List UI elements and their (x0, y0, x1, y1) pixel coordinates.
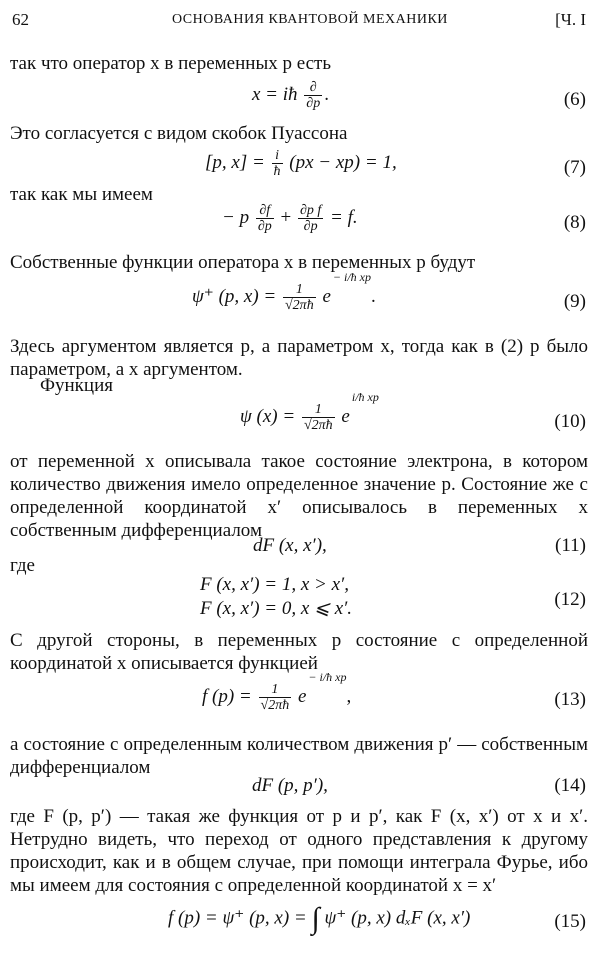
equation-number-7: (7) (563, 157, 586, 178)
running-title: ОСНОВАНИЯ КВАНТОВОЙ МЕХАНИКИ (172, 12, 448, 27)
paragraph-4: Собственные функции оператора x в переменных p будут (10, 252, 476, 273)
fraction: $\frac{\text{∂p f}}{\partial p}$ (299, 203, 322, 234)
paragraph-10: а состояние с определенным количеством движения p′ — собственным дифференциалом (10, 734, 588, 778)
integral-sign: ∫ (311, 902, 320, 935)
equation-number-12: (12) (554, 589, 586, 610)
page-header (12, 10, 586, 36)
equation-number-10: (10) (554, 411, 586, 432)
paragraph-7: от переменной x описывала такое состояние электрона, в котором количество движения имело определенное значение p. Состояние же с определенной координатой x′ описывалось в переменных x собственным дифференциалом (10, 451, 588, 541)
equation-number-9: (9) (563, 291, 586, 312)
paragraph-11: где F (p, p′) — такая же функция от p и p′, как F (x, x′) от x и x′. Нетрудно видеть, что переход от одного представления к другому происходит, как и в общем случае, при помощи интеграла Фурье, ибо мы имеем для состояния с определенной координатой x = x′ (10, 806, 588, 896)
paragraph-1: так что оператор x в переменных p есть (10, 53, 332, 74)
equation-9: ψ⁺ (p, x) = $\frac{1}{√2\pi ħ}$ e− i/ħ xp. (192, 270, 376, 313)
equation-number-13: (13) (554, 689, 586, 710)
equation-number-14: (14) (554, 775, 586, 796)
equation-number-11: (11) (555, 535, 586, 556)
paragraph-9: С другой стороны, в переменных p состояние с определенной координатой x описывается функцией (10, 630, 588, 674)
equation-12-line-1: F (x, x′) = 1, x > x′, (200, 574, 349, 595)
paragraph-5: Здесь аргументом является p, а параметром x, тогда как в (2) p было параметром, а x аргументом. (10, 336, 588, 380)
equation-number-15: (15) (554, 911, 586, 932)
page-number: 62 (12, 10, 29, 29)
paragraph-6: Функция (40, 375, 113, 396)
equation-15: f (p) = ψ⁺ (p, x) = ∫ ψ⁺ (p, x) dₓF (x, x′) (168, 902, 471, 935)
equation-11: dF (x, x′), (253, 535, 327, 556)
chapter-marker: [Ч. I (555, 10, 586, 29)
fraction: $\frac{\partial f}{\partial p}$ (257, 203, 272, 234)
paragraph-8: где (10, 555, 35, 576)
equation-number-8: (8) (563, 212, 586, 233)
equation-number-6: (6) (563, 89, 586, 110)
equation-14: dF (p, p′), (252, 775, 328, 796)
equation-13: f (p) = $\frac{1}{√2\pi ħ}$ e− i/ħ xp, (202, 670, 352, 713)
equation-8: − p $\frac{\partial f}{\partial p}$ + $\frac{\text{∂p f}}{\partial p}$ = f. (222, 203, 358, 234)
fraction: $\frac{i}{ħ}$ (273, 148, 281, 179)
fraction: $\frac{\partial}{\partial p}$ (306, 80, 321, 111)
fraction: $\frac{1}{√2\pi ħ}$ (260, 682, 290, 713)
fraction: $\frac{1}{√2\pi ħ}$ (285, 282, 314, 313)
fraction: $\frac{1}{√2\pi ħ}$ (303, 402, 333, 433)
equation-6: x = iħ $\frac{\partial}{\partial p}$ . (252, 80, 329, 111)
equation-10: ψ (x) = $\frac{1}{√2\pi ħ}$ ei/ħ xp (240, 390, 379, 433)
equation-12-line-2: F (x, x′) = 0, x ⩽ x′. (200, 598, 353, 619)
paragraph-3: так как мы имеем (10, 184, 153, 205)
paragraph-2: Это согласуется с видом скобок Пуассона (10, 123, 348, 144)
equation-7: [p, x] = $\frac{i}{ħ}$ (px − xp) = 1, (205, 148, 397, 179)
